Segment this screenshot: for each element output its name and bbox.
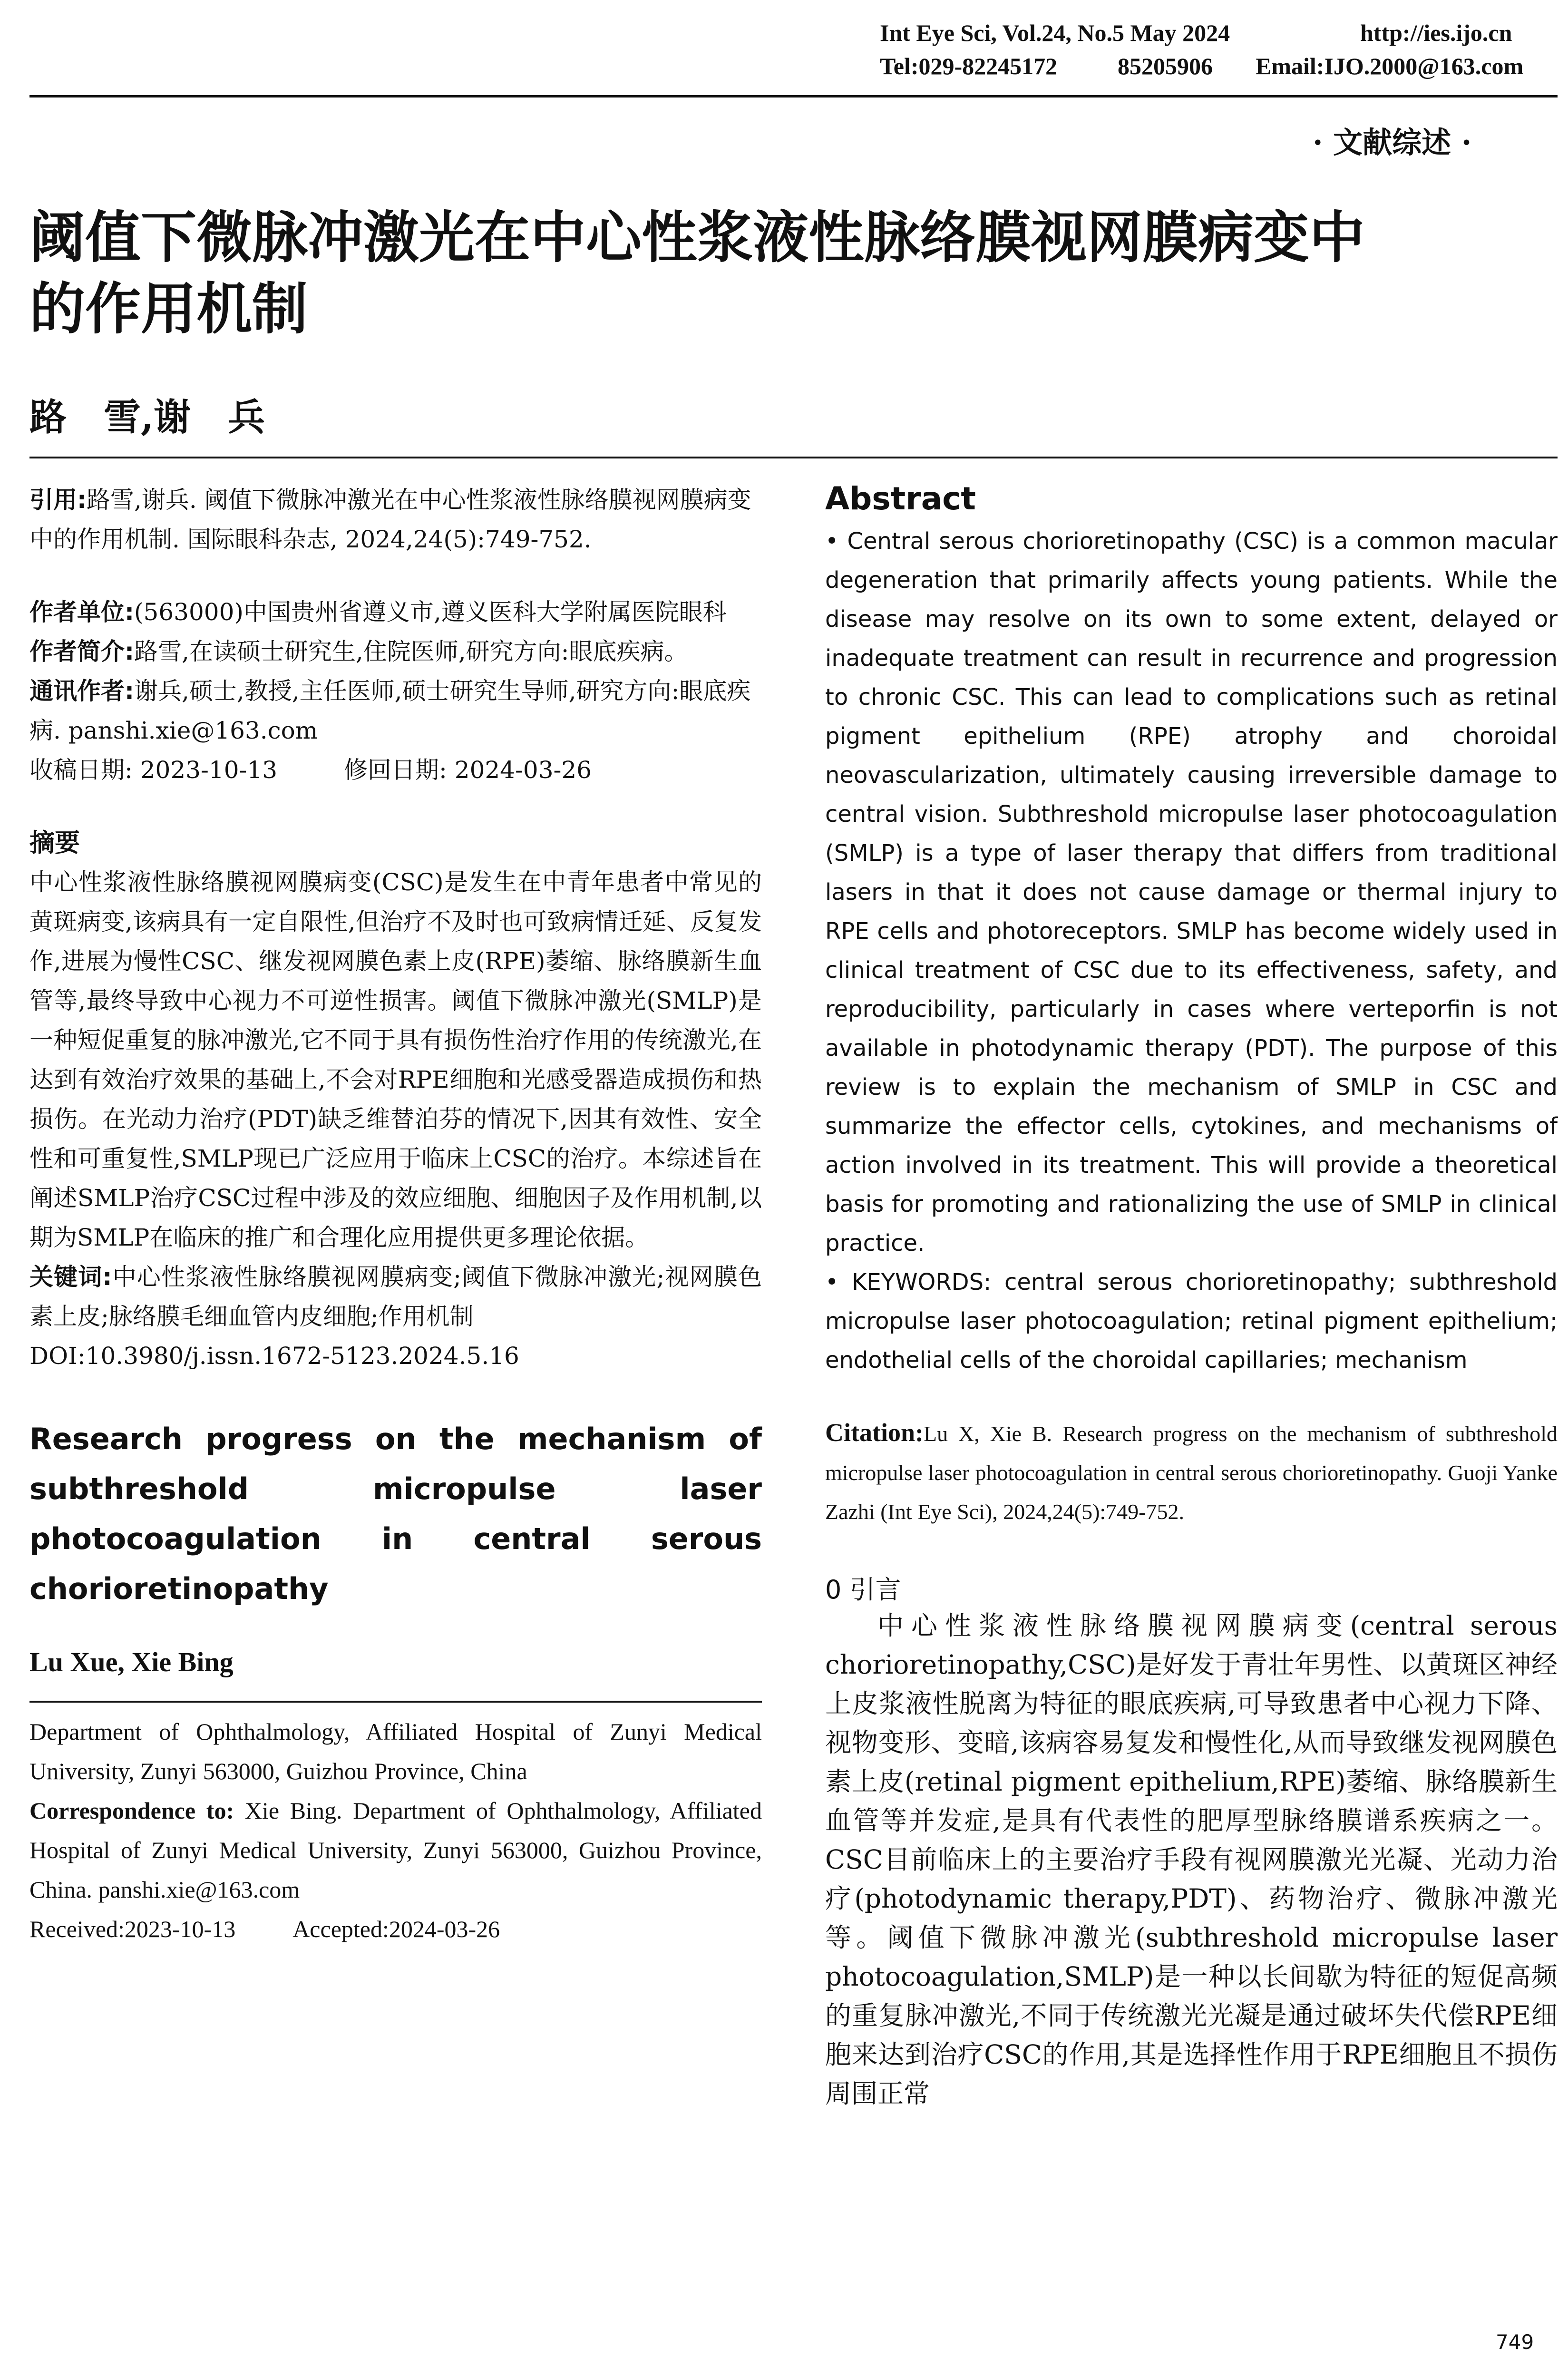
intro-text: 中心性浆液性脉络膜视网膜病变(central serous chorioretinopathy,CSC)是好发于青壮年男性、以黄斑区神经上皮浆液性脱离为特征的眼底疾病,可导致患者中心视力下降、视物变形、变暗,该病容易复发和慢性化,从而导致继发视网膜色素上皮(retinal pigment epithelium,RPE)萎缩、脉络膜新生血管等并发症,是具有代表性的肥厚型脉络膜谱系疾病之一。CSC目前临床上的主要治疗手段有视网膜激光光凝、光动力治疗(photodynamic therapy,PDT)、药物治疗、微脉冲激光等。阈值下微脉冲激光(subthreshold micropulse laser photocoagulation,SMLP)是一种以长间歇为特征的短促高频的重复脉冲激光,不同于传统激光光凝是通过破坏失代偿RPE细胞来达到治疗CSC的作用,其是选择性作用于RPE细胞且不损伤周围正常 [825,1610,1558,2109]
intro-heading: 0 引言 [825,1575,901,1605]
journal-tel2: 85205906 [1118,53,1213,79]
authors-en: Lu Xue, Xie Bing [29,1646,234,1677]
dates-cn: 收稿日期: 2023-10-13 修回日期: 2024-03-26 [29,756,592,784]
right-column [825,480,1558,2113]
title-line-2: 的作用机制 [29,276,308,341]
abstract-cn-text: 中心性浆液性脉络膜视网膜病变(CSC)是发生在中青年患者中常见的黄斑病变,该病具有一定自限性,但治疗不及时也可致病情迁延、反复发作,进展为慢性CSC、继发视网膜色素上皮(RPE)萎缩、脉络膜新生血管等,最终导致中心视力不可逆性损害。阈值下微脉冲激光(SMLP)是一种短促重复的脉冲激光,它不同于具有损伤性治疗作用的传统激光,在达到有效治疗效果的基础上,不会对RPE细胞和光感受器造成损伤和热损伤。在光动力治疗(PDT)缺乏维替泊芬的情况下,因其有效性、安全性和可重复性,SMLP现已广泛应用于临床上CSC的治疗。本综述旨在阐述SMLP治疗CSC过程中涉及的效应细胞、细胞因子及作用机制,以期为SMLP在临床的推广和合理化应用提供更多理论依据。 [29,868,762,1251]
left-column [29,480,762,1949]
section-label: · 文献综述 · [1313,125,1472,160]
correspondence-en: Correspondence to: Xie Bing. Department of Ophthalmology, Affiliated Hospital of Zunyi Medical University, Zunyi 563000, Guizhou Province, China. panshi.xie@163.com [29,1797,762,1903]
journal-email: Email:IJO.2000@163.com [1256,53,1524,79]
journal-url: http://ies.ijo.cn [1360,19,1512,46]
abstract-en-text: • Central serous chorioretinopathy (CSC) is a common macular degeneration that primarily affects young patients. While the disease may resolve on its own to some extent, delayed or inadequate treatment can result in recurrence and progression to chronic CSC. This can lead to complications such as retinal pigment epithelium (RPE) atrophy and choroidal neovascularization, ultimately causing irreversible damage to central vision. Subthreshold micropulse laser photocoagulation (SMLP) is a type of laser therapy that differs from traditional lasers in that it does not cause damage or thermal injury to RPE cells and photoreceptors. SMLP has become widely used in clinical treatment of CSC due to its effectiveness, safety, and reproducibility, particularly in cases where verteporfin is not available in photodynamic therapy (PDT). The purpose of this review is to explain the mechanism of SMLP in CSC and summarize the effector cells, cytokines, and mechanisms of action involved in its treatment. This will provide a theoretical basis for promoting and rationalizing the use of SMLP in clinical practice. [825,528,1558,1257]
affiliation-cn: 作者单位:(563000)中国贵州省遵义市,遵义医科大学附属医院眼科 [29,598,727,626]
citation-en: Citation:Lu X, Xie B. Research progress on the mechanism of subthreshold micropulse laser photocoagulation in central serous chorioretinopathy. Guoji Yanke Zazhi (Int Eye Sci), 2024,24(5):749-752. [825,1418,1558,1524]
abstract-cn-heading: 摘要 [29,828,80,857]
article-title-en: Research progress on the mechanism of subthreshold micropulse laser photocoagulation in central serous chorioretinopathy [29,1422,762,1606]
abstract-en-heading: Abstract [825,480,976,517]
title-line-1: 阈值下微脉冲激光在中心性浆液性脉络膜视网膜病变中 [29,205,1365,270]
affiliation-en: Department of Ophthalmology, Affiliated Hospital of Zunyi Medical University, Zunyi 563000, Guizhou Province, China [29,1718,762,1784]
journal-tel: Tel:029-82245172 [880,53,1058,79]
dates-en: Received:2023-10-13 Accepted:2024-03-26 [29,1916,500,1942]
corresponding-author-cn: 通讯作者:谢兵,硕士,教授,主任医师,硕士研究生导师,研究方向:眼底疾病. panshi.xie@163.com [29,677,751,744]
citation-cn: 引用:路雪,谢兵. 阈值下微脉冲激光在中心性浆液性脉络膜视网膜病变中的作用机制. 国际眼科杂志, 2024,24(5):749-752. [29,486,751,553]
author-intro-cn: 作者简介:路雪,在读硕士研究生,住院医师,研究方向:眼底疾病。 [29,638,688,665]
journal-info: Int Eye Sci, Vol.24, No.5 May 2024 [880,19,1230,46]
title-rule [29,457,1558,458]
keywords-en: • KEYWORDS: central serous chorioretinopathy; subthreshold micropulse laser photocoagulation; retinal pigment epithelium; endothelial cells of the choroidal capillaries; mechanism [825,1269,1558,1374]
doi: DOI:10.3980/j.issn.1672-5123.2024.5.16 [29,1342,519,1370]
affiliation-rule [29,1701,762,1703]
running-header [880,19,1555,86]
page-number: 749 [1496,2330,1534,2354]
article-title-cn [29,202,1561,345]
authors-cn: 路 雪,谢 兵 [29,396,265,439]
header-rule [29,95,1558,97]
keywords-cn: 关键词:中心性浆液性脉络膜视网膜病变;阈值下微脉冲激光;视网膜色素上皮;脉络膜毛细血管内皮细胞;作用机制 [29,1263,762,1330]
